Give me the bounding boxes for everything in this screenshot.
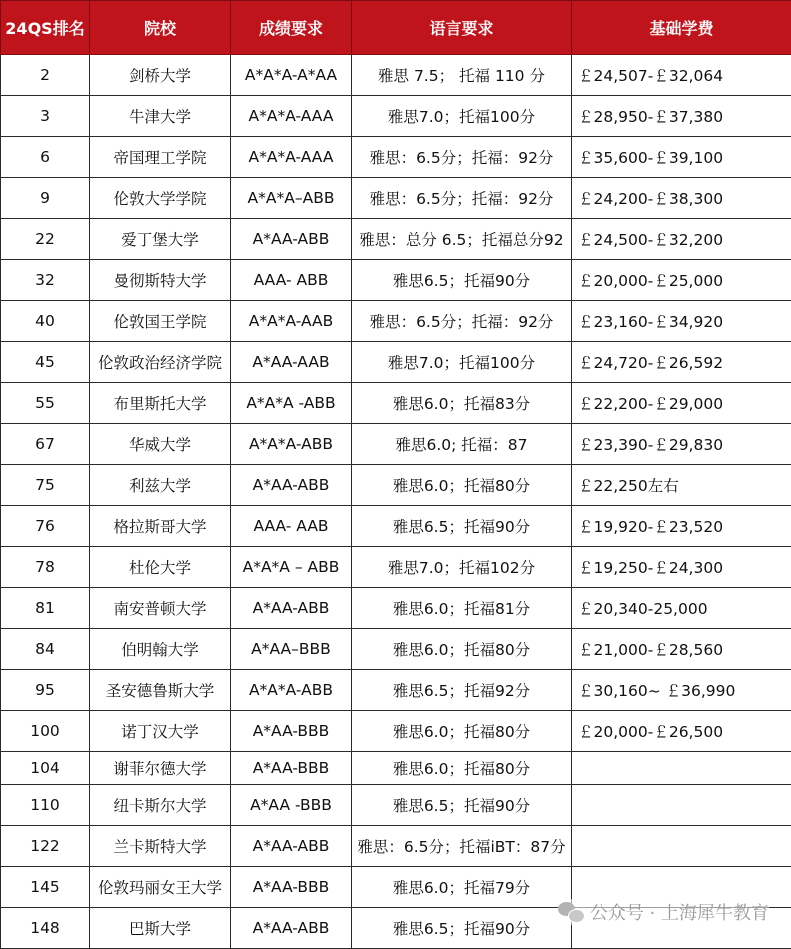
table-row	[1, 785, 791, 826]
cell-school: 帝国理工学院	[90, 137, 231, 178]
table-row	[1, 342, 791, 383]
cell-fee: ￡20,340-25,000	[572, 588, 791, 629]
table-row	[1, 506, 791, 547]
cell-grades: A*AA-BBB	[231, 867, 352, 908]
table-row	[1, 137, 791, 178]
cell-grades: A*A*A-AAA	[231, 96, 352, 137]
table-row	[1, 96, 791, 137]
cell-grades: A*A*A -ABB	[231, 383, 352, 424]
cell-rank: 32	[1, 260, 90, 301]
cell-school: 圣安德鲁斯大学	[90, 670, 231, 711]
cell-language: 雅思6.0; 托福：87	[352, 424, 572, 465]
cell-language: 雅思：总分 6.5；托福总分92	[352, 219, 572, 260]
table-row	[1, 55, 791, 96]
cell-rank: 6	[1, 137, 90, 178]
cell-rank: 40	[1, 301, 90, 342]
cell-school: 诺丁汉大学	[90, 711, 231, 752]
cell-language: 雅思6.0；托福83分	[352, 383, 572, 424]
cell-fee: ￡23,160-￡34,920	[572, 301, 791, 342]
table-row	[1, 424, 791, 465]
cell-grades: A*A*A-A*AA	[231, 55, 352, 96]
table-row	[1, 219, 791, 260]
cell-school: 华威大学	[90, 424, 231, 465]
cell-grades: A*A*A-AAA	[231, 137, 352, 178]
watermark-text: 公众号 · 上海犀牛教育	[590, 899, 769, 925]
cell-rank: 100	[1, 711, 90, 752]
cell-rank: 75	[1, 465, 90, 506]
cell-school: 爱丁堡大学	[90, 219, 231, 260]
cell-rank: 104	[1, 752, 90, 785]
cell-rank: 95	[1, 670, 90, 711]
wechat-icon	[558, 902, 584, 922]
cell-school: 布里斯托大学	[90, 383, 231, 424]
cell-fee	[572, 752, 791, 785]
cell-fee: ￡24,500-￡32,200	[572, 219, 791, 260]
header-language: 语言要求	[352, 1, 572, 55]
cell-fee: ￡22,250左右	[572, 465, 791, 506]
cell-language: 雅思：6.5分；托福：92分	[352, 137, 572, 178]
cell-rank: 78	[1, 547, 90, 588]
watermark	[558, 899, 769, 925]
cell-fee: ￡24,720-￡26,592	[572, 342, 791, 383]
cell-grades: AAA- AAB	[231, 506, 352, 547]
table-row	[1, 301, 791, 342]
cell-grades: A*AA -BBB	[231, 785, 352, 826]
cell-rank: 2	[1, 55, 90, 96]
cell-fee: ￡23,390-￡29,830	[572, 424, 791, 465]
cell-school: 巴斯大学	[90, 908, 231, 949]
cell-grades: A*AA-ABB	[231, 588, 352, 629]
cell-school: 伯明翰大学	[90, 629, 231, 670]
cell-grades: A*A*A–ABB	[231, 178, 352, 219]
cell-fee	[572, 785, 791, 826]
cell-language: 雅思6.0；托福79分	[352, 867, 572, 908]
cell-school: 纽卡斯尔大学	[90, 785, 231, 826]
cell-language: 雅思7.0；托福100分	[352, 342, 572, 383]
cell-language: 雅思6.5；托福92分	[352, 670, 572, 711]
cell-fee: ￡35,600-￡39,100	[572, 137, 791, 178]
cell-grades: A*AA-ABB	[231, 219, 352, 260]
cell-language: 雅思6.0；托福80分	[352, 752, 572, 785]
cell-language: 雅思：6.5分；托福：92分	[352, 301, 572, 342]
cell-language: 雅思 7.5； 托福 110 分	[352, 55, 572, 96]
header-rank: 24QS排名	[1, 1, 90, 55]
cell-language: 雅思6.0；托福80分	[352, 465, 572, 506]
cell-language: 雅思：6.5分；托福iBT：87分	[352, 826, 572, 867]
cell-grades: A*AA-ABB	[231, 908, 352, 949]
table-row	[1, 260, 791, 301]
cell-grades: A*A*A – ABB	[231, 547, 352, 588]
cell-grades: A*A*A-ABB	[231, 424, 352, 465]
cell-rank: 81	[1, 588, 90, 629]
table-row	[1, 465, 791, 506]
cell-fee: ￡24,200-￡38,300	[572, 178, 791, 219]
cell-fee: ￡19,250-￡24,300	[572, 547, 791, 588]
cell-grades: AAA- ABB	[231, 260, 352, 301]
cell-language: 雅思6.0；托福81分	[352, 588, 572, 629]
cell-school: 利兹大学	[90, 465, 231, 506]
cell-grades: A*AA–BBB	[231, 629, 352, 670]
table-row	[1, 711, 791, 752]
cell-fee: ￡28,950-￡37,380	[572, 96, 791, 137]
cell-school: 牛津大学	[90, 96, 231, 137]
cell-language: 雅思7.0；托福102分	[352, 547, 572, 588]
cell-rank: 55	[1, 383, 90, 424]
cell-rank: 9	[1, 178, 90, 219]
cell-grades: A*AA-BBB	[231, 752, 352, 785]
cell-rank: 45	[1, 342, 90, 383]
cell-language: 雅思6.5；托福90分	[352, 506, 572, 547]
cell-rank: 67	[1, 424, 90, 465]
table-row	[1, 752, 791, 785]
cell-language: 雅思：6.5分；托福：92分	[352, 178, 572, 219]
cell-grades: A*A*A-AAB	[231, 301, 352, 342]
cell-school: 杜伦大学	[90, 547, 231, 588]
cell-fee: ￡21,000-￡28,560	[572, 629, 791, 670]
cell-grades: A*AA-ABB	[231, 465, 352, 506]
table-row	[1, 178, 791, 219]
cell-rank: 110	[1, 785, 90, 826]
cell-language: 雅思6.5；托福90分	[352, 785, 572, 826]
cell-school: 格拉斯哥大学	[90, 506, 231, 547]
header-fee: 基础学费	[572, 1, 791, 55]
cell-school: 南安普顿大学	[90, 588, 231, 629]
cell-grades: A*AA-BBB	[231, 711, 352, 752]
table-row	[1, 588, 791, 629]
cell-language: 雅思7.0；托福100分	[352, 96, 572, 137]
header-school: 院校	[90, 1, 231, 55]
cell-rank: 76	[1, 506, 90, 547]
table-row	[1, 670, 791, 711]
cell-fee	[572, 826, 791, 867]
cell-school: 伦敦政治经济学院	[90, 342, 231, 383]
table-row	[1, 629, 791, 670]
cell-language: 雅思6.0；托福80分	[352, 711, 572, 752]
header-row	[1, 1, 791, 55]
cell-fee: ￡22,200-￡29,000	[572, 383, 791, 424]
cell-school: 曼彻斯特大学	[90, 260, 231, 301]
cell-grades: A*AA-ABB	[231, 826, 352, 867]
cell-school: 伦敦玛丽女王大学	[90, 867, 231, 908]
cell-fee: ￡20,000-￡25,000	[572, 260, 791, 301]
cell-school: 伦敦国王学院	[90, 301, 231, 342]
table-row	[1, 826, 791, 867]
cell-school: 谢菲尔德大学	[90, 752, 231, 785]
cell-language: 雅思6.5；托福90分	[352, 908, 572, 949]
cell-rank: 84	[1, 629, 90, 670]
cell-school: 兰卡斯特大学	[90, 826, 231, 867]
table-row	[1, 547, 791, 588]
cell-rank: 22	[1, 219, 90, 260]
cell-grades: A*A*A-ABB	[231, 670, 352, 711]
cell-language: 雅思6.5；托福90分	[352, 260, 572, 301]
cell-rank: 122	[1, 826, 90, 867]
cell-school: 伦敦大学学院	[90, 178, 231, 219]
cell-fee: ￡19,920-￡23,520	[572, 506, 791, 547]
cell-rank: 148	[1, 908, 90, 949]
cell-grades: A*AA-AAB	[231, 342, 352, 383]
cell-rank: 3	[1, 96, 90, 137]
header-grades: 成绩要求	[231, 1, 352, 55]
cell-fee: ￡30,160~ ￡36,990	[572, 670, 791, 711]
cell-fee: ￡20,000-￡26,500	[572, 711, 791, 752]
cell-language: 雅思6.0；托福80分	[352, 629, 572, 670]
cell-rank: 145	[1, 867, 90, 908]
cell-school: 剑桥大学	[90, 55, 231, 96]
cell-fee: ￡24,507-￡32,064	[572, 55, 791, 96]
table-row	[1, 383, 791, 424]
